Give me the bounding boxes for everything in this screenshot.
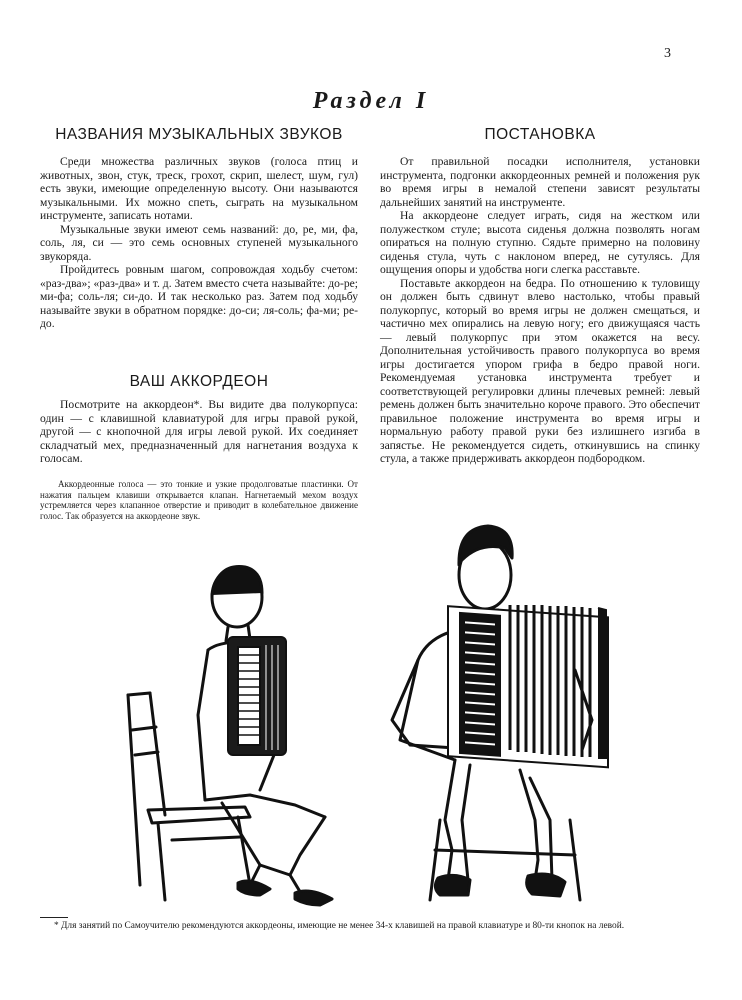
heading-your-accordion: ВАШ АККОРДЕОН [129, 373, 269, 390]
heading-sound-names: НАЗВАНИЯ МУЗЫКАЛЬНЫХ ЗВУКОВ [55, 126, 343, 143]
heading-posture: ПОСТАНОВКА [484, 126, 596, 143]
paragraph: Посмотрите на аккордеон*. Вы видите два полукорпуса: один — с клавишной клавиатурой для игры правой рукой, другой — с кнопочной для игры левой рукой. Их соединяет складчатый мех, предназначенный для нагнетания воздуха к голосам. [40, 398, 358, 465]
paragraph: От правильной посадки исполнителя, установки инструмента, подгонки аккордеонных ремней и положения рук во время игры в немалой степени зависят результаты дальнейших занятий на инструменте. [380, 155, 700, 209]
accordion-reeds-note [40, 479, 358, 521]
footnote [40, 921, 680, 933]
paragraph: На аккордеоне следует играть, сидя на жестком или полужестком стуле; высота сиденья должна позволять ногам опираться на полную ступню. Сядьте примерно на половину сиденья стула, чуть с наклоном вперед, не сутулясь. Для ощущения опоры и удобства ноги слегка расставьте. [380, 209, 700, 276]
accordion-text [40, 398, 358, 466]
note-text: Аккордеонные голоса — это тонкие и узкие продолговатые пластинки. От нажатия пальцем клавиши открывается клапан. Нагнетаемый мехом воздух устремляется через клапанное отверстие и приводит в колебательное движение голос. Так образуется на аккордеоне звук. [40, 479, 358, 521]
page-number: 3 [664, 46, 671, 61]
paragraph: Музыкальные звуки имеют семь названий: до, ре, ми, фа, соль, ля, си — это семь основных ступеней музыкального звукоряда. [40, 222, 358, 263]
posture-text [380, 155, 700, 466]
seated-woman-illustration [110, 555, 360, 915]
paragraph: Пройдитесь ровным шагом, сопровождая ходьбу счетом: «раз-два»; «раз-два» и т. д. Затем вместо счета называйте: до-ре; ми-фа; соль-ля; си-до. И так несколько раз. Затем под ходьбу называйте звуки в обратном порядке: до-си; ля-соль; фа-ми; ре-до. [40, 263, 358, 330]
seated-man-illustration [360, 520, 620, 920]
footnote-divider [40, 917, 68, 918]
footnote-text: * Для занятий по Самоучителю рекомендуются аккордеоны, имеющие не менее 34-х клавишей на правой клавиатуре и 80-ти кнопок на левой. [54, 921, 625, 931]
section-title: Раздел I [312, 88, 430, 114]
sound-names-text [40, 155, 358, 331]
paragraph: Поставьте аккордеон на бедра. По отношению к туловищу он должен быть сдвинут влево настолько, чтобы правый полукорпус, который во время игры не должен смещаться, и частично мех опирались на левую ногу; его движущаяся часть — левый полукорпус при этом окажется на весу. Дополнительная устойчивость правого полукорпуса во время игры достигается упором грифа в бедро правой ноги. Рекомендуемая установка инструмента требует и соответствующей регулировки длины плечевых ремней: левый ремень должен быть значительно короче правого. Это обеспечит правильное положение инструмента во время игры и нормальную работу правой руки без излишнего изгиба в запястье. Не рекомендуется сидеть, откинувшись на спинку стула, а также придерживать аккордеон подбородком. [380, 276, 700, 465]
paragraph: Среди множества различных звуков (голоса птиц и животных, звон, стук, треск, грохот, скрип, шелест, шум, гул) есть звуки, имеющие определенную высоту. Они называются музыкальными. Их можно спеть, сыграть на музыкальном инструменте, записать нотами. [40, 155, 358, 222]
